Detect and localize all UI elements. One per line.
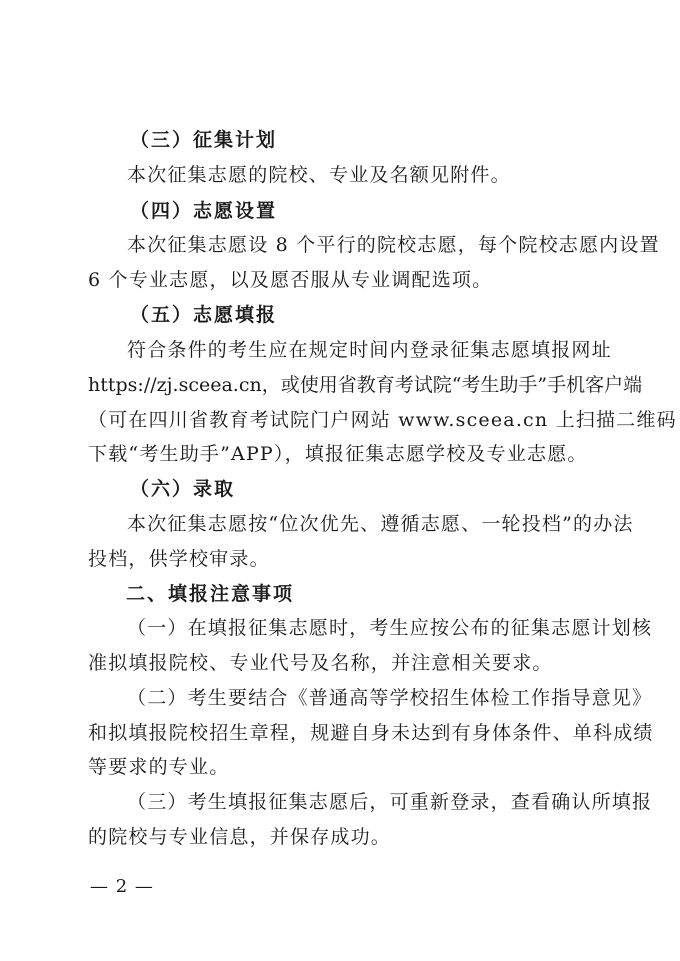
note-2-line-1: （二）考生要结合《普通高等学校招生体检工作指导意见》	[127, 687, 653, 709]
section-5-heading: （五）志愿填报	[130, 304, 278, 326]
note-3-line-2: 的院校与专业信息，并保存成功。	[88, 826, 392, 848]
section-3-heading: （三）征集计划	[130, 129, 278, 151]
note-2-line-3: 等要求的专业。	[88, 756, 230, 778]
section-3-text: 本次征集志愿的院校、专业及名额见附件。	[127, 164, 511, 186]
section-5-line-3: （可在四川省教育考试院门户网站 www.sceea.cn 上扫描二维码	[88, 409, 677, 431]
section-5-line-4: 下载“考生助手”APP），填报征集志愿学校及专业志愿。	[88, 443, 588, 465]
note-2-line-2: 和拟填报院校招生章程，规避自身未达到有身体条件、单科成绩	[88, 722, 654, 744]
section-4-line-2: 6 个专业志愿，以及愿否服从专业调配选项。	[88, 269, 493, 291]
section-4-heading: （四）志愿设置	[130, 200, 278, 222]
note-1-line-2: 准拟填报院校、专业代号及名称，并注意相关要求。	[88, 652, 553, 674]
section-6-heading: （六）录取	[130, 478, 236, 500]
section-6-line-1: 本次征集志愿按“位次优先、遵循志愿、一轮投档”的办法	[127, 513, 634, 535]
section-5-line-2: https://zj.sceea.cn，或使用省教育考试院“考生助手”手机客户端	[88, 374, 643, 396]
part-2-heading: 二、填报注意事项	[126, 583, 295, 605]
note-3-line-1: （三）考生填报征集志愿后，可重新登录，查看确认所填报	[127, 791, 653, 813]
section-6-line-2: 投档，供学校审录。	[88, 548, 270, 570]
note-1-line-1: （一）在填报征集志愿时，考生应按公布的征集志愿计划核	[127, 617, 653, 639]
section-5-line-1: 符合条件的考生应在规定时间内登录征集志愿填报网址	[127, 339, 612, 361]
page-number: — 2 —	[90, 876, 154, 897]
section-4-line-1: 本次征集志愿设 8 个平行的院校志愿，每个院校志愿内设置	[127, 234, 660, 256]
